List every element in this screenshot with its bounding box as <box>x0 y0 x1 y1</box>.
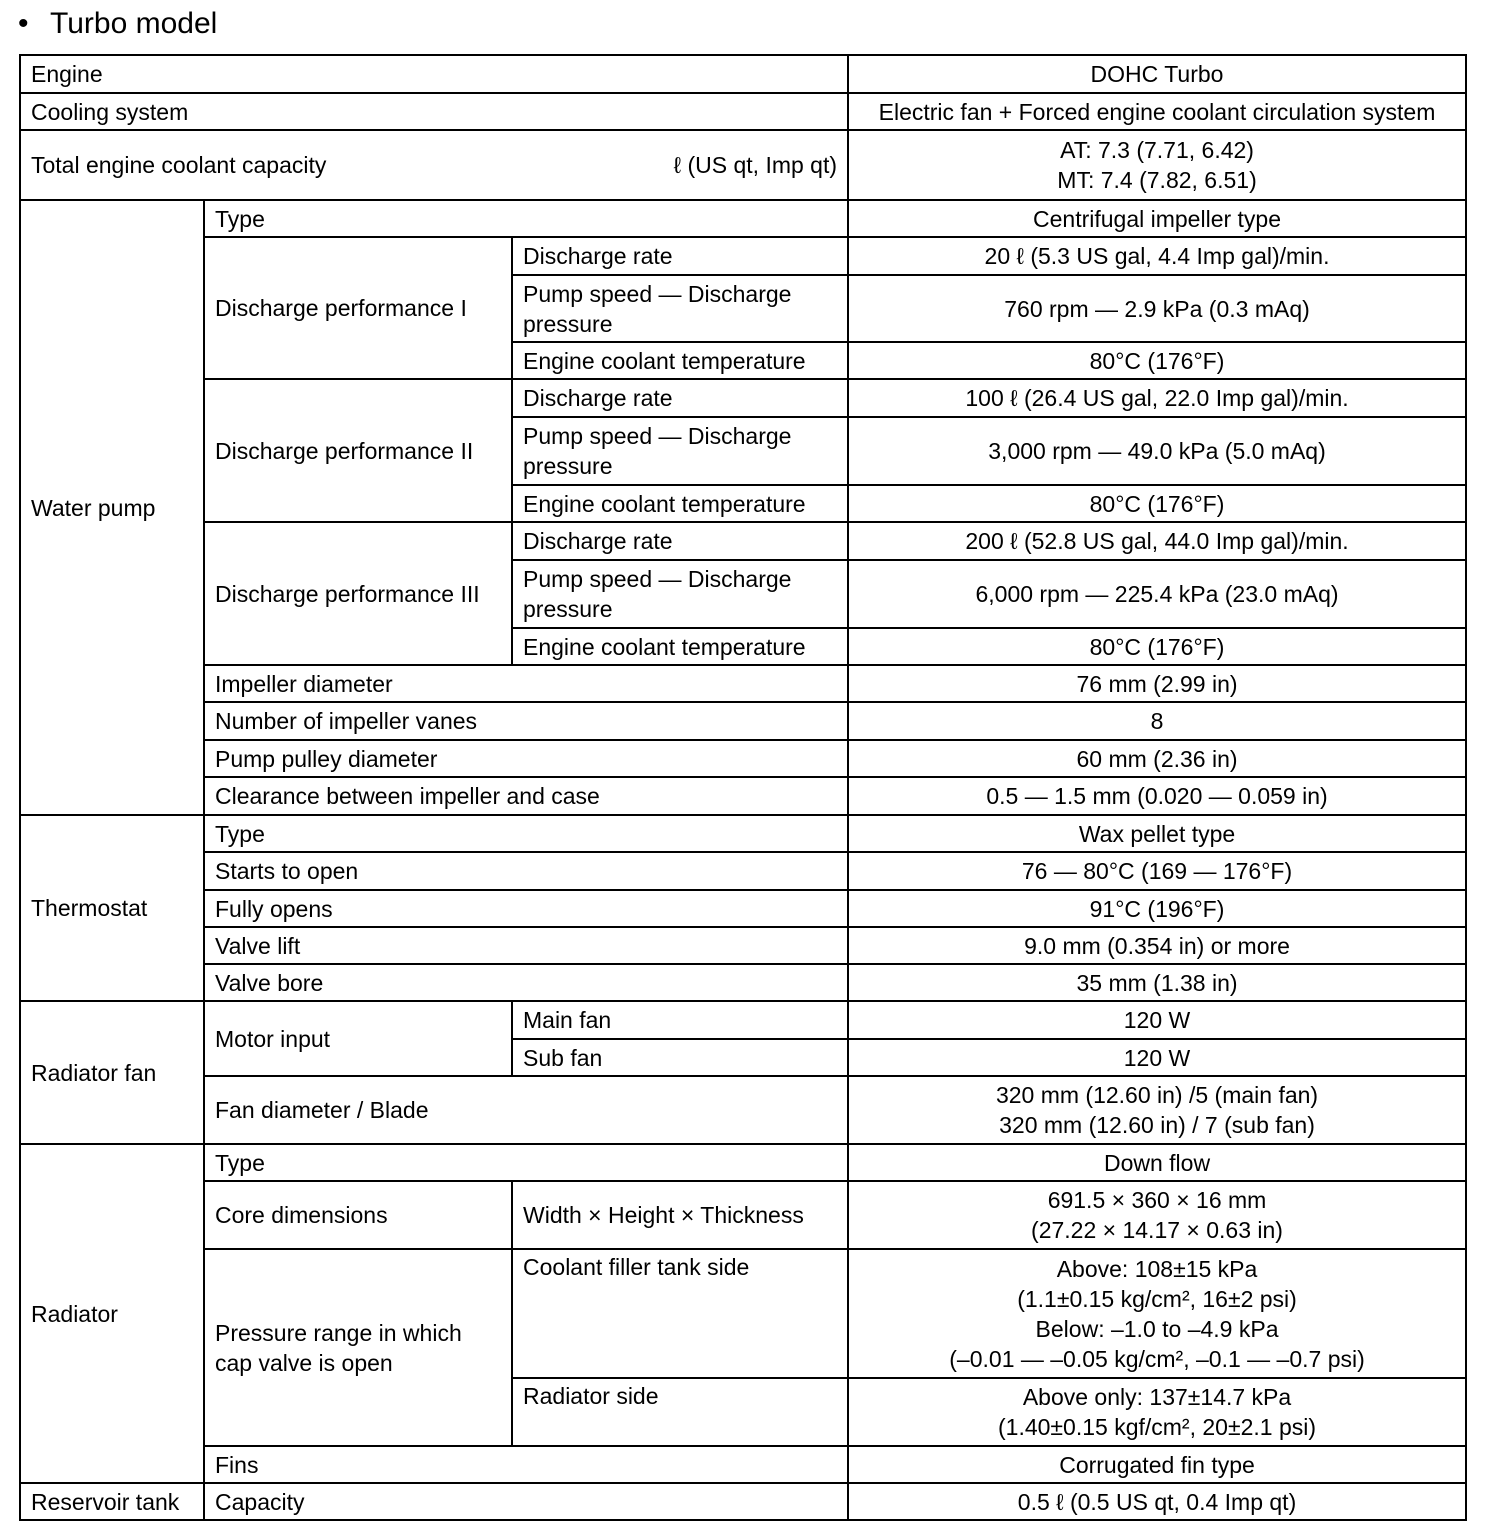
radiator-side-label: Radiator side <box>512 1378 848 1446</box>
table-row <box>20 927 1466 964</box>
coolant-capacity-unit: ℓ (US qt, Imp qt) <box>673 152 838 178</box>
table-row <box>20 1446 1466 1483</box>
table-row <box>20 1144 1466 1181</box>
perf1-speed-label: Pump speed — Discharge pressure <box>512 275 848 342</box>
cooling-system-label: Cooling system <box>20 93 848 130</box>
reservoir-capacity-value: 0.5 ℓ (0.5 US qt, 0.4 Imp qt) <box>848 1483 1466 1520</box>
impeller-diameter-label: Impeller diameter <box>204 665 848 702</box>
perf2-speed-value: 3,000 rpm — 49.0 kPa (5.0 mAq) <box>848 417 1466 485</box>
pulley-diameter-value: 60 mm (2.36 in) <box>848 740 1466 777</box>
motor-input-label: Motor input <box>204 1001 512 1076</box>
core-dimensions-sub-label: Width × Height × Thickness <box>512 1181 848 1249</box>
table-row <box>20 237 1466 275</box>
filler-tank-side-value <box>848 1249 1466 1378</box>
pump-type-label: Type <box>204 200 848 237</box>
perf2-speed-label: Pump speed — Discharge pressure <box>512 417 848 485</box>
table-row <box>20 815 1466 852</box>
perf1-temp-label: Engine coolant temperature <box>512 342 848 379</box>
filler-below-alt-value: (–0.01 — –0.05 kg/cm², –0.1 — –0.7 psi) <box>949 1345 1365 1372</box>
fully-opens-label: Fully opens <box>204 890 848 927</box>
perf2-temp-value: 80°C (176°F) <box>848 485 1466 522</box>
table-row <box>20 522 1466 560</box>
core-dimensions-mm: 691.5 × 360 × 16 mm <box>1047 1187 1267 1213</box>
impeller-clearance-label: Clearance between impeller and case <box>204 777 848 815</box>
coolant-capacity-value <box>848 130 1466 200</box>
fins-value: Corrugated fin type <box>848 1446 1466 1483</box>
fan-diameter-sub: 320 mm (12.60 in) / 7 (sub fan) <box>999 1112 1315 1138</box>
core-dimensions-label: Core dimensions <box>204 1181 512 1249</box>
thermostat-label: Thermostat <box>20 815 204 1001</box>
perf2-label: Discharge performance II <box>204 379 512 522</box>
capacity-mt-value: MT: 7.4 (7.82, 6.51) <box>1057 167 1257 193</box>
specification-table <box>19 54 1467 1521</box>
coolant-capacity-cell <box>20 130 848 200</box>
radiator-type-value: Down flow <box>848 1144 1466 1181</box>
perf2-temp-label: Engine coolant temperature <box>512 485 848 522</box>
core-dimensions-value <box>848 1181 1466 1249</box>
radiator-label: Radiator <box>20 1144 204 1483</box>
cap-pressure-label: Pressure range in which cap valve is open <box>204 1249 512 1446</box>
table-row <box>20 1181 1466 1249</box>
table-row <box>20 1249 1466 1378</box>
perf3-temp-value: 80°C (176°F) <box>848 628 1466 665</box>
perf3-label: Discharge performance III <box>204 522 512 665</box>
cooling-system-value: Electric fan + Forced engine coolant circulation system <box>848 93 1466 130</box>
table-row <box>20 379 1466 417</box>
perf3-speed-value: 6,000 rpm — 225.4 kPa (23.0 mAq) <box>848 560 1466 628</box>
valve-lift-value: 9.0 mm (0.354 in) or more <box>848 927 1466 964</box>
perf1-temp-value: 80°C (176°F) <box>848 342 1466 379</box>
section-title <box>18 6 217 42</box>
table-row <box>20 1076 1466 1144</box>
valve-lift-label: Valve lift <box>204 927 848 964</box>
valve-bore-label: Valve bore <box>204 964 848 1001</box>
table-row <box>20 1001 1466 1039</box>
fan-diameter-label: Fan diameter / Blade <box>204 1076 848 1144</box>
impeller-clearance-value: 0.5 — 1.5 mm (0.020 — 0.059 in) <box>848 777 1466 815</box>
perf3-rate-label: Discharge rate <box>512 522 848 560</box>
table-row <box>20 964 1466 1001</box>
impeller-diameter-value: 76 mm (2.99 in) <box>848 665 1466 702</box>
impeller-vanes-label: Number of impeller vanes <box>204 702 848 740</box>
section-title-text: Turbo model <box>50 7 218 40</box>
fan-diameter-value <box>848 1076 1466 1144</box>
fan-diameter-main: 320 mm (12.60 in) /5 (main fan) <box>995 1082 1319 1108</box>
perf1-rate-value: 20 ℓ (5.3 US gal, 4.4 Imp gal)/min. <box>848 237 1466 275</box>
perf1-label: Discharge performance I <box>204 237 512 379</box>
table-row <box>20 777 1466 815</box>
thermostat-type-label: Type <box>204 815 848 852</box>
fully-opens-value: 91°C (196°F) <box>848 890 1466 927</box>
fins-label: Fins <box>204 1446 848 1483</box>
valve-bore-value: 35 mm (1.38 in) <box>848 964 1466 1001</box>
coolant-capacity-label: Total engine coolant capacity <box>31 152 327 178</box>
main-fan-label: Main fan <box>512 1001 848 1039</box>
starts-open-value: 76 — 80°C (169 — 176°F) <box>848 852 1466 890</box>
filler-above-alt-value: (1.1±0.15 kg/cm², 16±2 psi) <box>1017 1285 1297 1312</box>
capacity-at-value: AT: 7.3 (7.71, 6.42) <box>1060 137 1254 163</box>
sub-fan-value: 120 W <box>848 1039 1466 1076</box>
starts-open-label: Starts to open <box>204 852 848 890</box>
engine-label: Engine <box>20 55 848 93</box>
radiator-fan-label: Radiator fan <box>20 1001 204 1144</box>
radiator-side-kpa: Above only: 137±14.7 kPa <box>1022 1384 1292 1410</box>
perf2-rate-value: 100 ℓ (26.4 US gal, 22.0 Imp gal)/min. <box>848 379 1466 417</box>
pump-type-value: Centrifugal impeller type <box>848 200 1466 237</box>
perf2-rate-label: Discharge rate <box>512 379 848 417</box>
thermostat-type-value: Wax pellet type <box>848 815 1466 852</box>
table-row <box>20 665 1466 702</box>
engine-value: DOHC Turbo <box>848 55 1466 93</box>
radiator-side-alt: (1.40±0.15 kgf/cm², 20±2.1 psi) <box>998 1414 1317 1440</box>
reservoir-capacity-label: Capacity <box>204 1483 848 1520</box>
radiator-type-label: Type <box>204 1144 848 1181</box>
filler-above-value: Above: 108±15 kPa <box>1056 1255 1258 1282</box>
table-row <box>20 890 1466 927</box>
bullet-icon: • <box>18 7 29 40</box>
table-row <box>20 200 1466 237</box>
table-row <box>20 702 1466 740</box>
water-pump-label: Water pump <box>20 200 204 815</box>
table-row <box>20 93 1466 130</box>
radiator-side-value <box>848 1378 1466 1446</box>
core-dimensions-in: (27.22 × 14.17 × 0.63 in) <box>1031 1217 1283 1243</box>
table-row <box>20 55 1466 93</box>
table-row <box>20 130 1466 200</box>
sub-fan-label: Sub fan <box>512 1039 848 1076</box>
perf1-rate-label: Discharge rate <box>512 237 848 275</box>
perf1-speed-value: 760 rpm — 2.9 kPa (0.3 mAq) <box>848 275 1466 342</box>
filler-tank-side-label: Coolant filler tank side <box>512 1249 848 1378</box>
table-row <box>20 740 1466 777</box>
filler-below-value: Below: –1.0 to –4.9 kPa <box>1035 1315 1279 1342</box>
impeller-vanes-value: 8 <box>848 702 1466 740</box>
reservoir-tank-label: Reservoir tank <box>20 1483 204 1520</box>
perf3-rate-value: 200 ℓ (52.8 US gal, 44.0 Imp gal)/min. <box>848 522 1466 560</box>
table-row <box>20 1483 1466 1520</box>
table-row <box>20 852 1466 890</box>
perf3-temp-label: Engine coolant temperature <box>512 628 848 665</box>
pulley-diameter-label: Pump pulley diameter <box>204 740 848 777</box>
perf3-speed-label: Pump speed — Discharge pressure <box>512 560 848 628</box>
main-fan-value: 120 W <box>848 1001 1466 1039</box>
